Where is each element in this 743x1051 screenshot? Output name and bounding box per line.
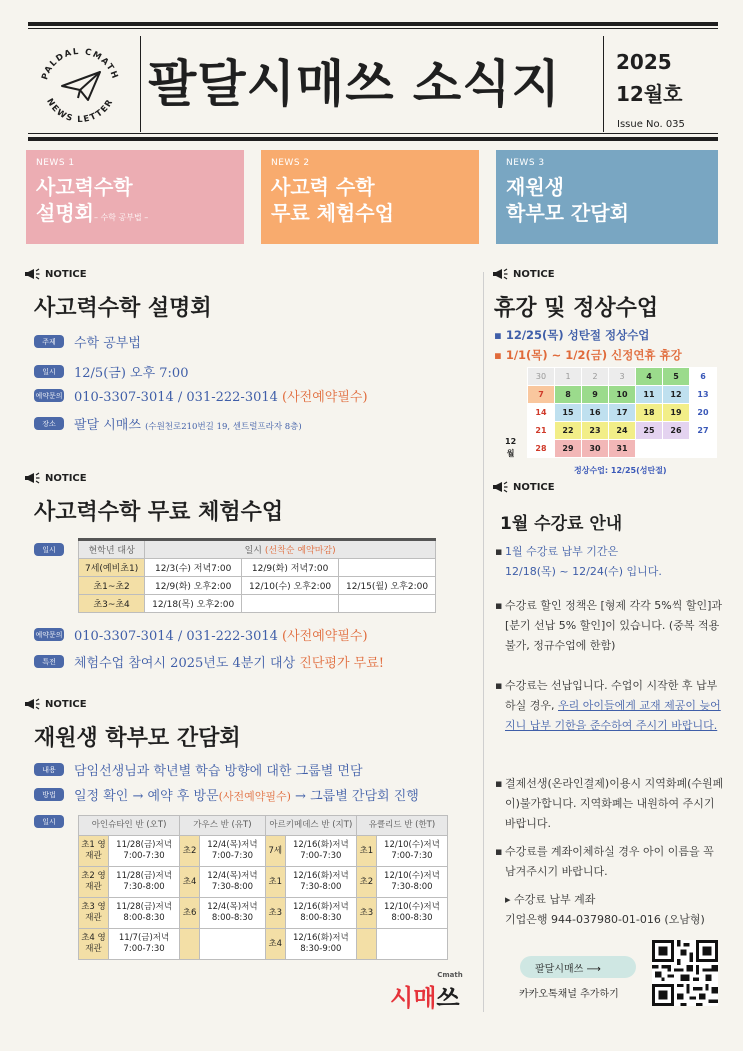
date-pill: 일시 — [34, 543, 64, 556]
table-header: 일시 (선착순 예약마감) — [145, 540, 436, 559]
paper-plane-icon — [62, 72, 100, 100]
table-row: 7세(예비초1) 12/3(수) 저녁7:00 12/9(화) 저녁7:00 — [79, 559, 436, 577]
calendar-month-label: 12 월 — [505, 437, 517, 458]
table-row: 초4 영재관 11/7(금)저녁 7:00-7:30 초4 12/16(화)저녁 8:30-9:00 — [79, 929, 448, 960]
masthead-title: 팔달시매쓰 소식지 — [148, 54, 561, 113]
fee-item-4: ▪ 결제선생(온라인결제)이용시 지역화폐(수원페이)불가합니다. 지역화폐는 내원하여 주시기 바랍니다. — [495, 777, 724, 830]
header-top-rule — [28, 22, 718, 26]
section3-method-row: 방법 일정 확인 → 예약 후 방문(사전예약필수) → 그룹별 간담회 진행 — [34, 785, 419, 804]
date-pill: 일시 — [34, 815, 64, 828]
table-header: 현학년 대상 — [79, 540, 145, 559]
table-header: 아인슈타인 반 (오T) — [79, 816, 180, 836]
parent-meeting-table — [78, 815, 448, 960]
news-card-3[interactable] — [496, 150, 718, 244]
news-card-title-line1: 사고력수학 — [36, 175, 133, 199]
notice-label: NOTICE — [492, 481, 555, 493]
news-card-tag: NEWS 2 — [271, 158, 310, 168]
method-pill: 방법 — [34, 788, 64, 801]
kakao-label: 팔달시매쓰 ⟶ — [535, 964, 601, 975]
table-header: 유클리드 반 (한T) — [356, 816, 447, 836]
megaphone-icon — [492, 268, 508, 280]
qr-code-icon[interactable] — [652, 940, 718, 1006]
topic-pill: 주제 — [34, 335, 64, 348]
news-card-title-line2: 무료 체험수업 — [271, 201, 394, 225]
issue-number: Issue No. 035 — [617, 119, 685, 130]
svg-text:PALDAL CMATH: PALDAL CMATH — [40, 46, 120, 82]
table-row: 초1~초2 12/9(화) 오후2:00 12/10(수) 오후2:00 12/15(월) 오후2:00 — [79, 577, 436, 595]
calendar-week: 30 1 2 3 4 5 6 — [528, 368, 717, 386]
header-bottom-rule — [28, 137, 718, 141]
table-row: 초1 영재관 11/28(금)저녁 7:00-7:30 초2 12/4(목)저녁 7:00-7:30 7세 12/16(화)저녁 7:00-7:30 초1 12/10(수)저녁 7:00-7:30 — [79, 836, 448, 867]
section1-place-row: 장소 팔달 시매쓰 (수원천로210번길 19, 센트럴프라자 8층) — [34, 414, 302, 433]
calendar-week: 7 8 9 10 11 12 13 — [528, 386, 717, 404]
section2-perk-row: 특전 체험수업 참여시 2025년도 4분기 대상 진단평가 무료! — [34, 652, 384, 671]
fee-item-3: ▪ 수강료는 선납입니다. 수업이 시작한 후 납부하실 경우, 우리 아이들에게 교재 제공이 늦어지니 납부 기한을 준수하여 주시기 바랍니다. — [495, 679, 721, 732]
fee-item-2: ▪ 수강료 할인 정책은 [형제 각각 5%씩 할인]과 [분기 선납 5% 할인]이 있습니다. (중복 적용 불가, 정규수업에 한함) — [495, 599, 723, 652]
section1-title: 사고력수학 설명회 — [34, 295, 212, 321]
table-row: 초3~초4 12/18(목) 오후2:00 — [79, 595, 436, 613]
megaphone-icon — [24, 472, 40, 484]
news-card-2[interactable] — [261, 150, 479, 244]
header-divider-right — [603, 36, 604, 132]
place-pill: 장소 — [34, 417, 64, 430]
news-card-title-line1: 재원생 — [506, 175, 564, 199]
section1-inquiry-row: 예약문의 010-3307-3014 / 031-222-3014 (사전예약필수) — [35, 390, 368, 405]
calendar-week: 28 29 30 31 — [528, 440, 717, 458]
notice-label: NOTICE — [24, 698, 87, 710]
notice-label: NOTICE — [492, 268, 555, 280]
news-card-tag: NEWS 1 — [36, 158, 75, 168]
megaphone-icon — [24, 698, 40, 710]
section1-topic-row: 주제 수학 공부법 — [34, 332, 141, 351]
section2-inquiry-row: 예약문의 010-3307-3014 / 031-222-3014 (사전예약필수) — [35, 629, 368, 644]
table-header: 가우스 반 (유T) — [180, 816, 266, 836]
inquiry-pill: 예약문의 — [34, 628, 64, 641]
news-card-tag: NEWS 3 — [506, 158, 545, 168]
megaphone-icon — [24, 268, 40, 280]
section2-title: 사고력수학 무료 체험수업 — [34, 499, 284, 525]
megaphone-icon — [492, 481, 508, 493]
date-pill: 일시 — [34, 365, 64, 378]
header-top-rule-thin — [28, 28, 718, 29]
trial-class-table — [78, 538, 436, 613]
calendar-week: 21 22 23 24 25 26 27 — [528, 422, 717, 440]
fee-item-1: ▪ 1월 수강료 납부 기간은 12/18(목) ~ 12/24(수) 입니다. — [495, 545, 662, 578]
inquiry-pill: 예약문의 — [34, 389, 64, 402]
issue-month: 12월호 — [616, 82, 683, 106]
section3-content-row: 내용 담임선생님과 학년별 학습 방향에 대한 그룹별 면담 — [34, 760, 363, 779]
table-row: 초2 영재관 11/28(금)저녁 7:30-8:00 초4 12/4(목)저녁 7:30-8:00 초1 12/16(화)저녁 7:30-8:00 초2 12/10(수)저녁 7:30-8:00 — [79, 867, 448, 898]
table-header: 아르키메데스 반 (지T) — [265, 816, 356, 836]
fee-title: 1월 수강료 안내 — [500, 514, 623, 534]
holiday-line-2: ▪ 1/1(목) ~ 1/2(금) 신정연휴 휴강 — [494, 348, 682, 362]
holiday-line-1: ▪ 12/25(목) 성탄절 정상수업 — [494, 328, 650, 342]
header-divider-left — [140, 36, 141, 132]
newsletter-stamp-logo — [34, 38, 126, 130]
header-bottom-rule-thin — [28, 133, 718, 134]
news-card-subtitle: – 수학 공부법 – — [93, 213, 149, 222]
news-card-title-line2: 설명회 — [36, 201, 94, 225]
column-divider — [483, 272, 484, 1012]
notice-label: NOTICE — [24, 472, 87, 484]
news-card-title-line1: 사고력 수학 — [271, 175, 375, 199]
december-calendar — [527, 367, 717, 458]
fee-item-5: ▪ 수강료를 계좌이체하실 경우 아이 이름을 꼭 남겨주시기 바랍니다. — [495, 845, 714, 878]
section1-date-row: 일시 12/5(금) 오후 7:00 — [34, 362, 188, 381]
notice-label: NOTICE — [24, 268, 87, 280]
issue-year: 2025 — [616, 50, 672, 74]
fee-account: ▸ 수강료 납부 계좌 기업은행 944-037980-01-016 (오남형) — [505, 893, 705, 926]
holiday-title: 휴강 및 정상수업 — [494, 295, 659, 321]
news-card-1[interactable] — [26, 150, 244, 244]
table-row: 초3 영재관 11/28(금)저녁 8:00-8:30 초6 12/4(목)저녁 8:00-8:30 초3 12/16(화)저녁 8:00-8:30 초3 12/10(수)저녁 8:00-8:30 — [79, 898, 448, 929]
perk-pill: 특전 — [34, 655, 64, 668]
svg-text:NEWS LETTER: NEWS LETTER — [44, 96, 116, 126]
calendar-note: 정상수업: 12/25(성탄절) — [574, 466, 667, 475]
content-pill: 내용 — [34, 763, 64, 776]
kakao-add-label: 카카오톡채널 추가하기 — [519, 989, 619, 1000]
calendar-week: 14 15 16 17 18 19 20 — [528, 404, 717, 422]
cmath-logo: 시 Cmath 매 쓰 — [390, 971, 463, 1012]
section3-title: 재원생 학부모 간담회 — [34, 725, 241, 751]
news-card-title-line2: 학부모 간담회 — [506, 201, 629, 225]
